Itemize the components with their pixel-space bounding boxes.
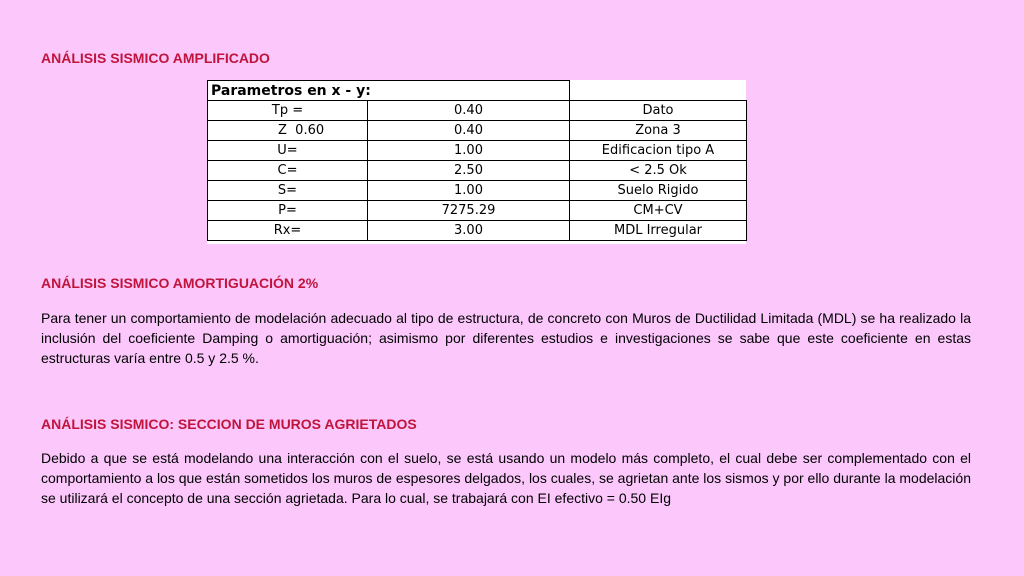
value-cell: 3.00 (368, 221, 570, 241)
table-blank-cell (570, 81, 747, 101)
table-row (208, 121, 747, 141)
value-cell: 2.50 (368, 161, 570, 181)
param-cell: Rx= (208, 221, 368, 241)
table-row (208, 161, 747, 181)
value-cell: 1.00 (368, 181, 570, 201)
table-row (208, 201, 747, 221)
param-cell: S= (208, 181, 368, 201)
note-cell: Suelo Rigido (570, 181, 747, 201)
note-cell: Dato (570, 101, 747, 121)
table-header-row (208, 81, 747, 101)
param-cell: P= (208, 201, 368, 221)
param-cell: C= (208, 161, 368, 181)
section-heading-amortiguacion: ANÁLISIS SISMICO AMORTIGUACIÓN 2% (41, 275, 319, 291)
paragraph-muros-agrietados: Debido a que se está modelando una interacción con el suelo, se está usando un modelo más completo, el cual debe ser complementado con el comportamiento a los que están sometidos los muros de espesores delgados, los cuales, se agrietan ante los sismos y por ello durante la modelación se utilizará el concepto de una sección agrietada. Para lo cual, se trabajará con EI efectivo = 0.50 EIg (41, 450, 971, 506)
table-title: Parametros en x - y: (208, 81, 570, 101)
table-row (208, 101, 747, 121)
value-cell: 1.00 (368, 141, 570, 161)
note-cell: Zona 3 (570, 121, 747, 141)
paragraph-amortiguacion: Para tener un comportamiento de modelación adecuado al tipo de estructura, de concreto con Muros de Ductilidad Limitada (MDL) se ha realizado la inclusión del coeficiente Damping o amortiguación; asimismo por diferentes estudios e investigaciones se sabe que este coeficiente en estas estructuras varía entre 0.5 y 2.5 %. (41, 310, 971, 366)
table-row (208, 181, 747, 201)
table-row (208, 221, 747, 241)
param-cell: Tp = (208, 101, 368, 121)
table-row (208, 141, 747, 161)
note-cell: < 2.5 Ok (570, 161, 747, 181)
value-cell: 0.40 (368, 121, 570, 141)
note-cell: Edificacion tipo A (570, 141, 747, 161)
param-cell: Z 0.60 (208, 121, 368, 141)
value-cell: 0.40 (368, 101, 570, 121)
section-heading-amplificado: ANÁLISIS SISMICO AMPLIFICADO (41, 50, 270, 66)
section-heading-muros-agrietados: ANÁLISIS SISMICO: SECCION DE MUROS AGRIETADOS (41, 416, 417, 432)
param-cell: U= (208, 141, 368, 161)
parameters-table (207, 80, 747, 241)
note-cell: CM+CV (570, 201, 747, 221)
parameters-table-container (207, 80, 746, 244)
note-cell: MDL Irregular (570, 221, 747, 241)
value-cell: 7275.29 (368, 201, 570, 221)
